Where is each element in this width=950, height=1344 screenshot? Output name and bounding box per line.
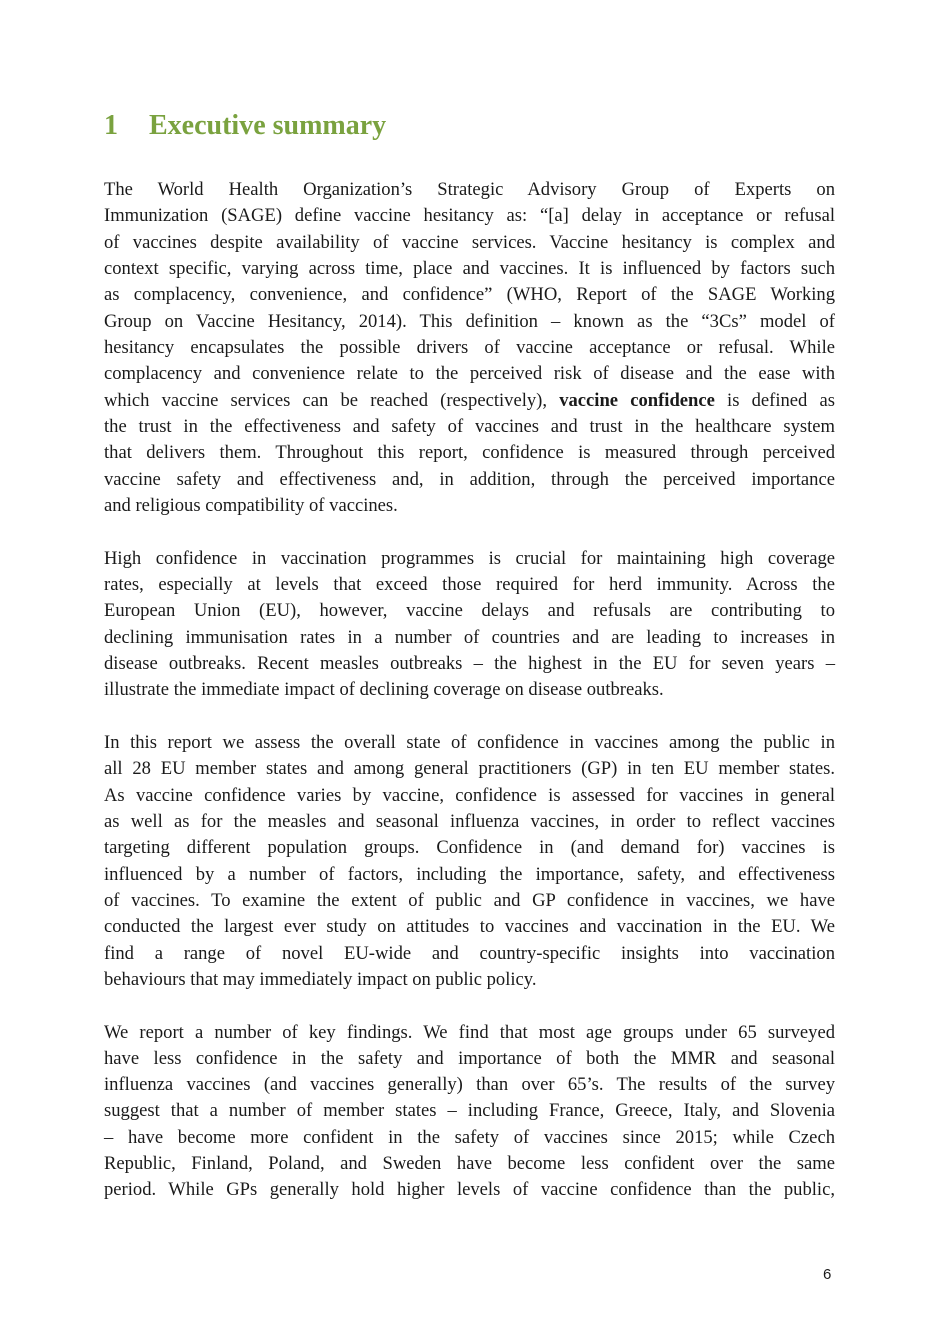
text-line: declining immunisation rates in a number of countries and are leading to increases in (104, 626, 835, 648)
text-segment: is defined as (714, 389, 835, 411)
section-number: 1 (104, 110, 118, 141)
text-line: find a range of novel EU-wide and country-specific insights into vaccination (104, 942, 835, 964)
text-line: influenced by a number of factors, including the importance, safety, and effectiveness (104, 863, 835, 885)
text-line: that delivers them. Throughout this report, confidence is measured through perceived (104, 442, 835, 464)
text-line: illustrate the immediate impact of declining coverage on disease outbreaks. (104, 679, 664, 701)
text-line: The World Health Organization’s Strategic Advisory Group of Experts on (104, 179, 835, 200)
text-line: Republic, Finland, Poland, and Sweden have become less confident over the same (104, 1153, 835, 1175)
text-segment: which vaccine services can be reached (respectively), (104, 389, 560, 411)
paragraph (104, 546, 835, 704)
text-line: of vaccines. To examine the extent of public and GP confidence in vaccines, we have (104, 889, 835, 911)
text-line: behaviours that may immediately impact on public policy. (104, 968, 537, 990)
text-line: suggest that a number of member states – including France, Greece, Italy, and Slovenia (104, 1100, 835, 1122)
text-line: as complacency, convenience, and confidence” (WHO, Report of the SAGE Working (104, 284, 835, 306)
text-line: rates, especially at levels that exceed those required for herd immunity. Across the (104, 573, 835, 595)
paragraph (104, 177, 835, 519)
text-line: Immunization (SAGE) define vaccine hesitancy as: “[a] delay in acceptance or refusal (104, 205, 835, 227)
text-line: In this report we assess the overall state of confidence in vaccines among the public in (104, 731, 835, 753)
page-number: 6 (823, 1266, 832, 1283)
text-line: Group on Vaccine Hesitancy, 2014). This definition – known as the “3Cs” model of (104, 310, 835, 332)
text-line: European Union (EU), however, vaccine delays and refusals are contributing to (104, 600, 835, 622)
text-line: targeting different population groups. Confidence in (and demand for) vaccines is (104, 837, 835, 859)
text-line: context specific, varying across time, place and vaccines. It is influenced by factors such (104, 257, 835, 279)
text-line: vaccine safety and effectiveness and, in addition, through the perceived importance (104, 468, 835, 490)
text-line: of vaccines despite availability of vaccine services. Vaccine hesitancy is complex and (104, 231, 835, 253)
text-line: conducted the largest ever study on attitudes to vaccines and vaccination in the EU. We (104, 916, 835, 938)
text-line (104, 388, 835, 414)
text-line: all 28 EU member states and among general practitioners (GP) in ten EU member states. (104, 758, 835, 780)
text-line: We report a number of key findings. We find that most age groups under 65 surveyed (104, 1021, 835, 1043)
text-line: As vaccine confidence varies by vaccine, confidence is assessed for vaccines in general (104, 784, 835, 806)
text-line: – have become more confident in the safety of vaccines since 2015; while Czech (104, 1126, 835, 1148)
text-line: complacency and convenience relate to the perceived risk of disease and the ease with (104, 363, 835, 385)
text-line: High confidence in vaccination programmes is crucial for maintaining high coverage (104, 547, 835, 569)
text-line: and religious compatibility of vaccines. (104, 494, 398, 516)
section-heading (104, 110, 386, 142)
bold-term: vaccine confidence (559, 389, 715, 411)
paragraph (104, 730, 835, 993)
text-line: as well as for the measles and seasonal influenza vaccines, in order to reflect vaccines (104, 810, 835, 832)
document-body (104, 177, 835, 1230)
text-line: have less confidence in the safety and importance of both the MMR and seasonal (104, 1047, 835, 1069)
paragraph (104, 1020, 835, 1204)
text-line: period. While GPs generally hold higher levels of vaccine confidence than the public, (104, 1179, 835, 1201)
section-title: Executive summary (149, 110, 387, 141)
text-line: hesitancy encapsulates the possible drivers of vaccine acceptance or refusal. While (104, 336, 835, 358)
text-line: influenza vaccines (and vaccines generally) than over 65’s. The results of the survey (104, 1074, 835, 1096)
text-line: disease outbreaks. Recent measles outbreaks – the highest in the EU for seven years – (104, 652, 835, 674)
text-line: the trust in the effectiveness and safety of vaccines and trust in the healthcare system (104, 415, 835, 437)
